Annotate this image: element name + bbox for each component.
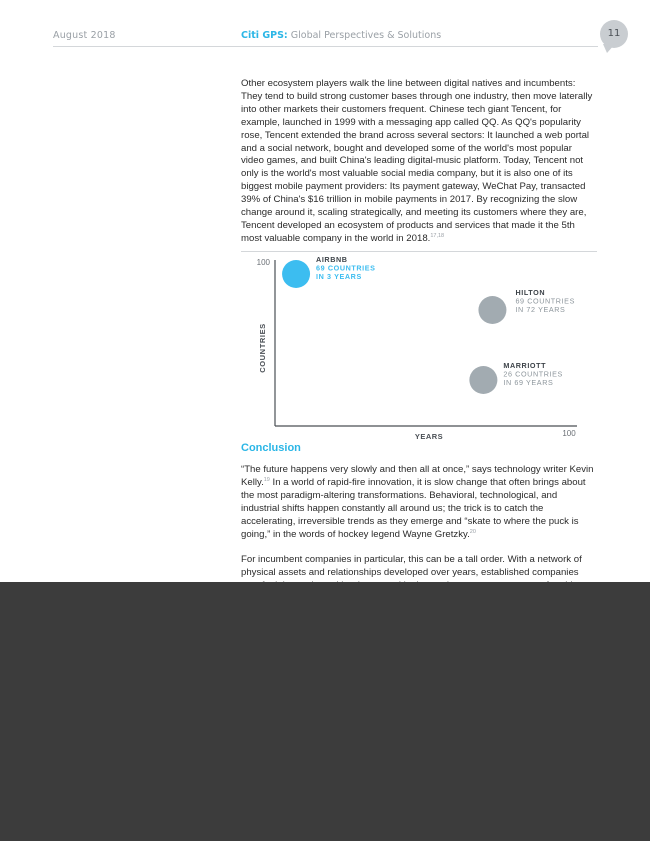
section-title-conclusion: Conclusion — [241, 442, 301, 454]
x-axis-label: YEARS — [414, 432, 444, 441]
footnote-ref-19: 19 — [263, 476, 270, 483]
header-title — [241, 30, 441, 41]
data-point-marriott — [469, 366, 497, 394]
x-tick-label: 100 — [562, 429, 576, 438]
paragraph-tencent — [241, 78, 597, 246]
scatter-chart — [241, 252, 597, 440]
label-hilton-years: IN 72 YEARS — [515, 305, 566, 314]
label-airbnb-years: IN 3 YEARS — [316, 272, 362, 281]
page-badge-tail — [603, 44, 615, 53]
data-point-hilton — [478, 296, 506, 324]
label-hilton-name: HILTON — [515, 288, 546, 297]
label-marriott-name: MARRIOTT — [503, 361, 547, 370]
paragraph-conclusion-1-text-cont: In a world of rapid-fire innovation, it is slow change that often brings about the most paradigm-altering transformations. Behavioral, technological, and industrial shifts happen constantly all around us; the trick is to catch the accelerating, irreversible trends as they emerge and “skate to where the puck is going,” in the words of hockey legend Wayne Gretzky. — [241, 476, 586, 540]
data-point-airbnb — [282, 260, 310, 288]
label-marriott-countries: 26 COUNTRIES — [503, 369, 563, 379]
footnote-ref-17-18: 17,18 — [430, 232, 445, 239]
label-hilton-countries: 69 COUNTRIES — [515, 296, 575, 306]
footnote-ref-20: 20 — [469, 528, 476, 535]
paragraph-conclusion-2: For incumbent companies in particular, this can be a tall order. With a network of physical assets and relationships developed over years, established companies — [241, 554, 582, 578]
paragraph-conclusion-1 — [241, 464, 597, 541]
header-rule — [53, 46, 598, 47]
label-airbnb-countries: 69 COUNTRIES — [316, 263, 376, 273]
y-axis-label: COUNTRIES — [258, 323, 267, 373]
header-brand: Citi GPS: — [241, 30, 288, 41]
page-header — [0, 0, 650, 48]
y-tick-label: 100 — [256, 258, 270, 267]
paragraph-tencent-text: Other ecosystem players walk the line between digital natives and incumbents: They tend to build strong customer bases through one industry, then move laterally into other markets their customers frequent. Chinese tech giant Tencent, for example, launched in 1999 with a messaging app called QQ. As QQ's popularity rose, Tencent extended the brand across several sectors: It launched a web portal and a social network, bought and developed some of the world's most popular video games, and built China's leading digital-music platform. Today, Tencent not only is the world's most valuable social media company, but it is also one of its biggest mobile payment providers: Its payment gateway, WeChat Pay, transacted 39% of China's $16 trillion in mobile payments in 2017. By recognizing the slow change around it, scaling strategically, and meeting its customers where they are, Tencent developed an ecosystem of products and services that made it the 5th most valuable company in the world in 2018. — [241, 78, 593, 244]
paragraph-conclusion-1-text: “The future happens very slowly and then all at once,” says technology writer Kevin Kelly. — [241, 464, 594, 488]
label-marriott-years: IN 69 YEARS — [503, 378, 554, 387]
dark-overlay-band — [0, 582, 650, 841]
page-number-badge: 11 — [600, 20, 628, 48]
header-title-text: Global Perspectives & Solutions — [287, 30, 442, 41]
header-date: August 2018 — [53, 30, 116, 41]
label-airbnb-name: AIRBNB — [316, 255, 348, 264]
